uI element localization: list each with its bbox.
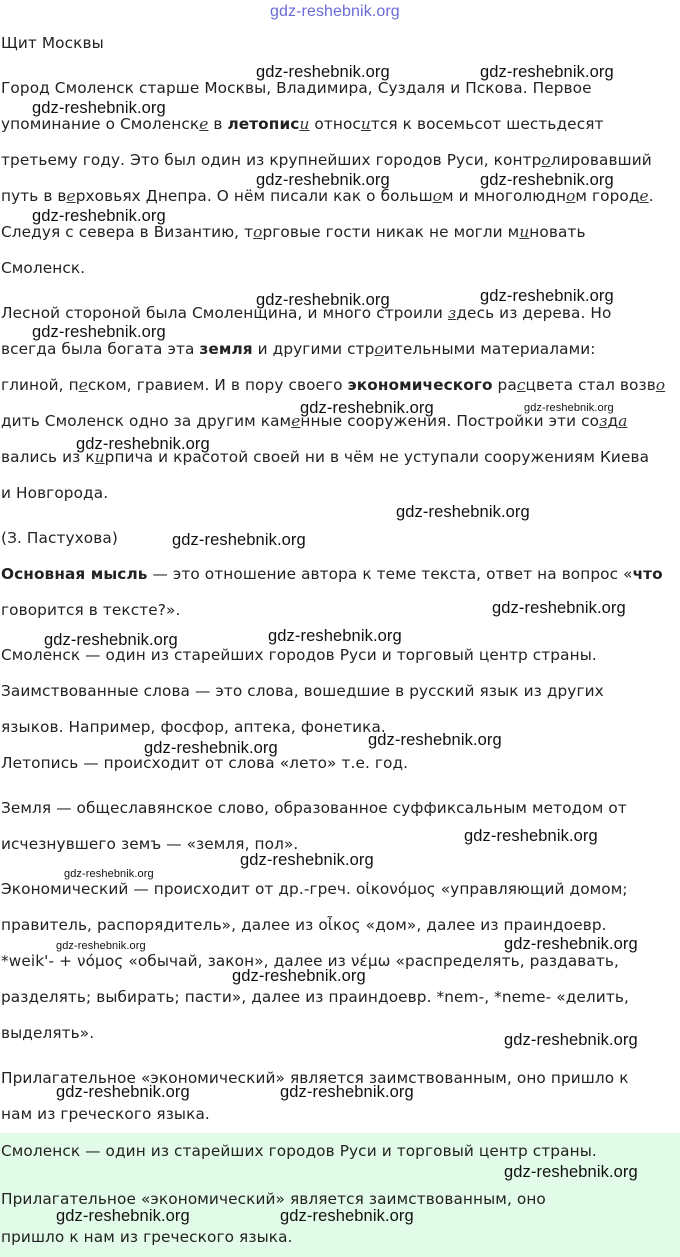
- text-line: упоминание о Смоленске в летописи относится к восемьсот шестьдесят: [1, 115, 604, 133]
- watermark-label: gdz-reshebnik.org: [464, 827, 598, 845]
- watermark-label: gdz-reshebnik.org: [504, 1163, 638, 1181]
- highlight-text-line: пришло к нам из греческого языка.: [1, 1228, 293, 1246]
- watermark-label: gdz-reshebnik.org: [480, 171, 614, 189]
- watermark-label: gdz-reshebnik.org: [504, 935, 638, 953]
- text-line: Заимствованные слова — это слова, вошедшие в русский язык из других: [1, 682, 604, 700]
- text-line: Следуя с севера в Византию, торговые гости никак не могли миновать: [1, 223, 586, 241]
- watermark-label: gdz-reshebnik.org: [56, 940, 146, 952]
- watermark-label: gdz-reshebnik.org: [396, 503, 530, 521]
- watermark-label: gdz-reshebnik.org: [76, 435, 210, 453]
- text-line: нам из греческого языка.: [1, 1105, 210, 1123]
- text-line: выделять».: [1, 1024, 95, 1042]
- text-title: Щит Москвы: [1, 34, 104, 52]
- watermark-label: gdz-reshebnik.org: [32, 323, 166, 341]
- text-line: дить Смоленск одно за другим каменные сооружения. Постройки эти созда: [1, 412, 628, 430]
- watermark-label: gdz-reshebnik.org: [56, 1083, 190, 1101]
- watermark-label: gdz-reshebnik.org: [172, 531, 306, 549]
- text-line: правитель, распорядитель», далее из οἶκος «дом», далее из праиндоевр.: [1, 916, 607, 934]
- text-line: третьему году. Это был один из крупнейших городов Руси, контролировавший: [1, 151, 652, 169]
- text-author: (З. Пастухова): [1, 529, 118, 547]
- watermark-label: gdz-reshebnik.org: [240, 851, 374, 869]
- text-line: Экономический — происходит от др.-греч. οἰκονόμος «управляющий домом;: [1, 880, 628, 898]
- watermark-label: gdz-reshebnik.org: [480, 63, 614, 81]
- watermark-label: gdz-reshebnik.org: [524, 402, 614, 414]
- watermark-label: gdz-reshebnik.org: [44, 631, 178, 649]
- text-line: разделять; выбирать; пасти», далее из праиндоевр. *nem-, *neme- «делить,: [1, 988, 629, 1006]
- watermark-label: gdz-reshebnik.org: [300, 399, 434, 417]
- text-line: исчезнувшего земъ — «земля, пол».: [1, 835, 299, 853]
- highlight-text-line: Прилагательное «экономический» является заимствованным, оно: [1, 1190, 546, 1208]
- watermark-label: gdz-reshebnik.org: [256, 63, 390, 81]
- text-line: Прилагательное «экономический» является заимствованным, оно пришло к: [1, 1069, 629, 1087]
- text-line: вались из кирпича и красотой своей ни в чём не уступали сооружениям Киева: [1, 448, 650, 466]
- watermark-label: gdz-reshebnik.org: [32, 99, 166, 117]
- watermark-label: gdz-reshebnik.org: [256, 291, 390, 309]
- watermark-label: gdz-reshebnik.org: [56, 1207, 190, 1225]
- text-line: Город Смоленск старше Москвы, Владимира, Суздаля и Пскова. Первое: [1, 79, 592, 97]
- watermark-label: gdz-reshebnik.org: [280, 1083, 414, 1101]
- text-line: говорится в тексте?».: [1, 601, 181, 619]
- text-line: Смоленск — один из старейших городов Руси и торговый центр страны.: [1, 646, 597, 664]
- text-line: языков. Например, фосфор, аптека, фонетика.: [1, 718, 386, 736]
- watermark-label: gdz-reshebnik.org: [504, 1031, 638, 1049]
- watermark-label: gdz-reshebnik.org: [256, 171, 390, 189]
- watermark-label: gdz-reshebnik.org: [144, 739, 278, 757]
- watermark-label: gdz-reshebnik.org: [480, 287, 614, 305]
- watermark-label: gdz-reshebnik.org: [64, 868, 154, 880]
- text-line: всегда была богата эта земля и другими строительными материалами:: [1, 340, 596, 358]
- highlight-text-line: Смоленск — один из старейших городов Руси и торговый центр страны.: [1, 1142, 597, 1160]
- text-line: Смоленск.: [1, 259, 86, 277]
- text-line: путь в верховьях Днепра. О нём писали как о большом и многолюдном городе.: [1, 187, 654, 205]
- text-line: и Новгорода.: [1, 484, 109, 502]
- watermark-label: gdz-reshebnik.org: [268, 627, 402, 645]
- text-line: Земля — общеславянское слово, образованное суффиксальным методом от: [1, 799, 627, 817]
- text-line: *weik'- + νόμος «обычай, закон», далее из νέμω «распределять, раздавать,: [1, 952, 619, 970]
- watermark-label: gdz-reshebnik.org: [232, 967, 366, 985]
- text-line: глиной, песком, гравием. И в пору своего экономического расцвета стал возво: [1, 376, 666, 394]
- watermark-label: gdz-reshebnik.org: [492, 599, 626, 617]
- text-line: Основная мысль — это отношение автора к теме текста, ответ на вопрос «что: [1, 565, 663, 583]
- watermark-label: gdz-reshebnik.org: [32, 207, 166, 225]
- watermark-label: gdz-reshebnik.org: [368, 731, 502, 749]
- watermark-label: gdz-reshebnik.org: [270, 3, 400, 20]
- text-line: Летопись — происходит от слова «лето» т.е. год.: [1, 754, 409, 772]
- text-line: Лесной стороной была Смоленщина, и много строили здесь из дерева. Но: [1, 304, 612, 322]
- watermark-label: gdz-reshebnik.org: [280, 1207, 414, 1225]
